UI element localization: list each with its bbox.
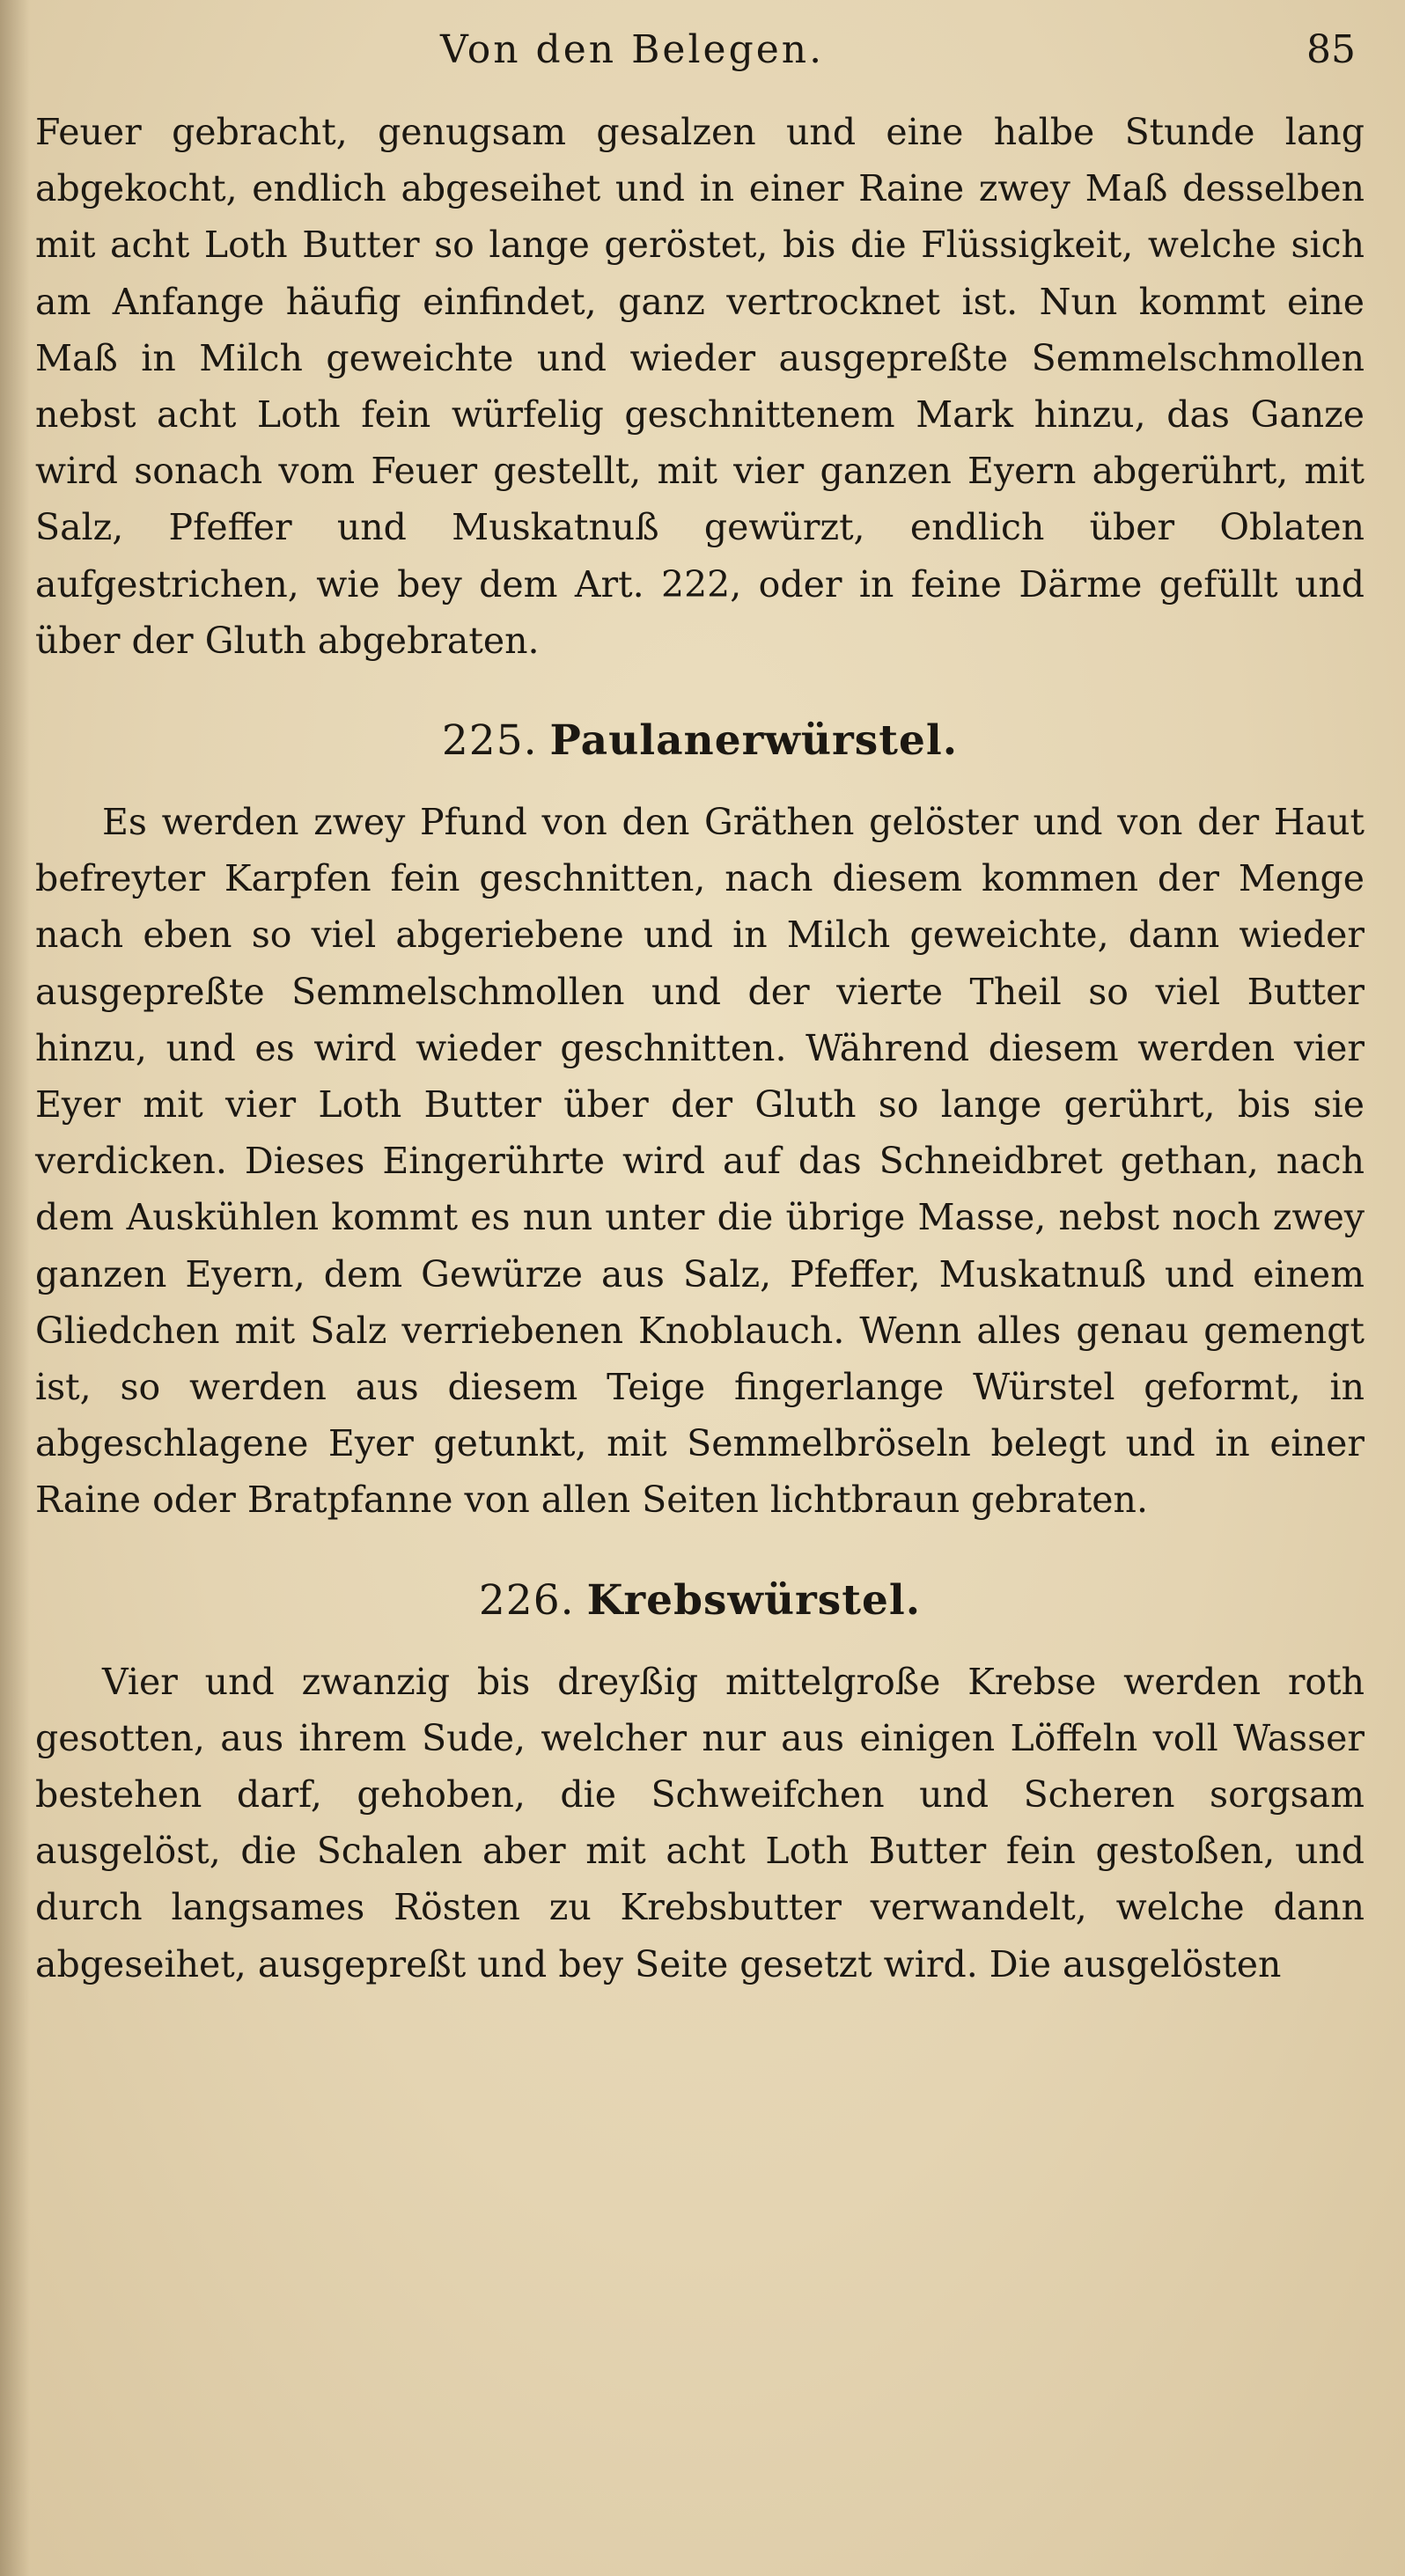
binding-shadow	[0, 0, 30, 2576]
section-paragraph-226: Vier und zwanzig bis dreyßig mittelgroße Krebse werden roth gesotten, aus ihrem Sude, welcher nur aus einigen Löffeln voll Wasser bestehen darf, gehoben, die Schweifchen und Scheren sorgsam ausgelöst, die Schalen aber mit acht Loth Butter fein gestoßen, und durch langsames Rösten zu Krebsbutter verwandelt, welche dann abgeseihet, ausgepreßt und bey Seite gesetzt wird. Die ausgelösten	[35, 1660, 1365, 1985]
running-head-title: Von den Belegen.	[440, 27, 825, 72]
section-number: 225.	[441, 716, 538, 766]
section-number: 226.	[478, 1575, 575, 1625]
continuation-paragraph: Feuer gebracht, genugsam gesalzen und eine halbe Stunde lang abgekocht, endlich abgeseihet und in einer Raine zwey Maß desselben mit acht Loth Butter so lange geröstet, bis die Flüssigkeit, welche sich am Anfange häufig einfindet, ganz vertrocknet ist. Nun kommt eine Maß in Milch geweichte und wieder ausgepreßte Semmelschmollen nebst acht Loth fein würfelig geschnittenem Mark hinzu, das Ganze wird sonach vom Feuer gestellt, mit vier ganzen Eyern abgerührt, mit Salz, Pfeffer und Muskatnuß gewürzt, endlich über Oblaten aufgestrichen, wie bey dem Art. 222, oder in feine Därme gefüllt und über der Gluth abgebraten.	[35, 111, 1365, 662]
section-paragraph-225: Es werden zwey Pfund von den Gräthen gelöster und von der Haut befreyter Karpfen fein geschnitten, nach diesem kommen der Menge nach eben so viel abgeriebene und in Milch geweichte, dann wieder ausgepreßte Semmelschmollen und der vierte Theil so viel Butter hinzu, und es wird wieder geschnitten. Während diesem werden vier Eyer mit vier Loth Butter über der Gluth so lange gerührt, bis sie verdicken. Dieses Eingerührte wird auf das Schneidbret gethan, nach dem Auskühlen kommt es nun unter die übrige Masse, nebst noch zwey ganzen Eyern, dem Gewürze aus Salz, Pfeffer, Muskatnuß und einem Gliedchen mit Salz verriebenen Knoblauch. Wenn alles genau gemengt ist, so werden aus diesem Teige fingerlange Würstel geformt, in abgeschlagene Eyer getunkt, mit Semmelbröseln belegt und in einer Raine oder Bratpfanne von allen Seiten lichtbraun gebraten.	[35, 801, 1365, 1522]
running-head	[35, 19, 1356, 81]
page-number: 85	[1306, 27, 1356, 72]
section-title: Krebswürstel.	[586, 1575, 922, 1625]
section-title: Paulanerwürstel.	[549, 716, 959, 766]
section-heading-225	[35, 713, 1365, 769]
text-block	[35, 104, 1365, 1993]
section-heading-226	[35, 1573, 1365, 1629]
